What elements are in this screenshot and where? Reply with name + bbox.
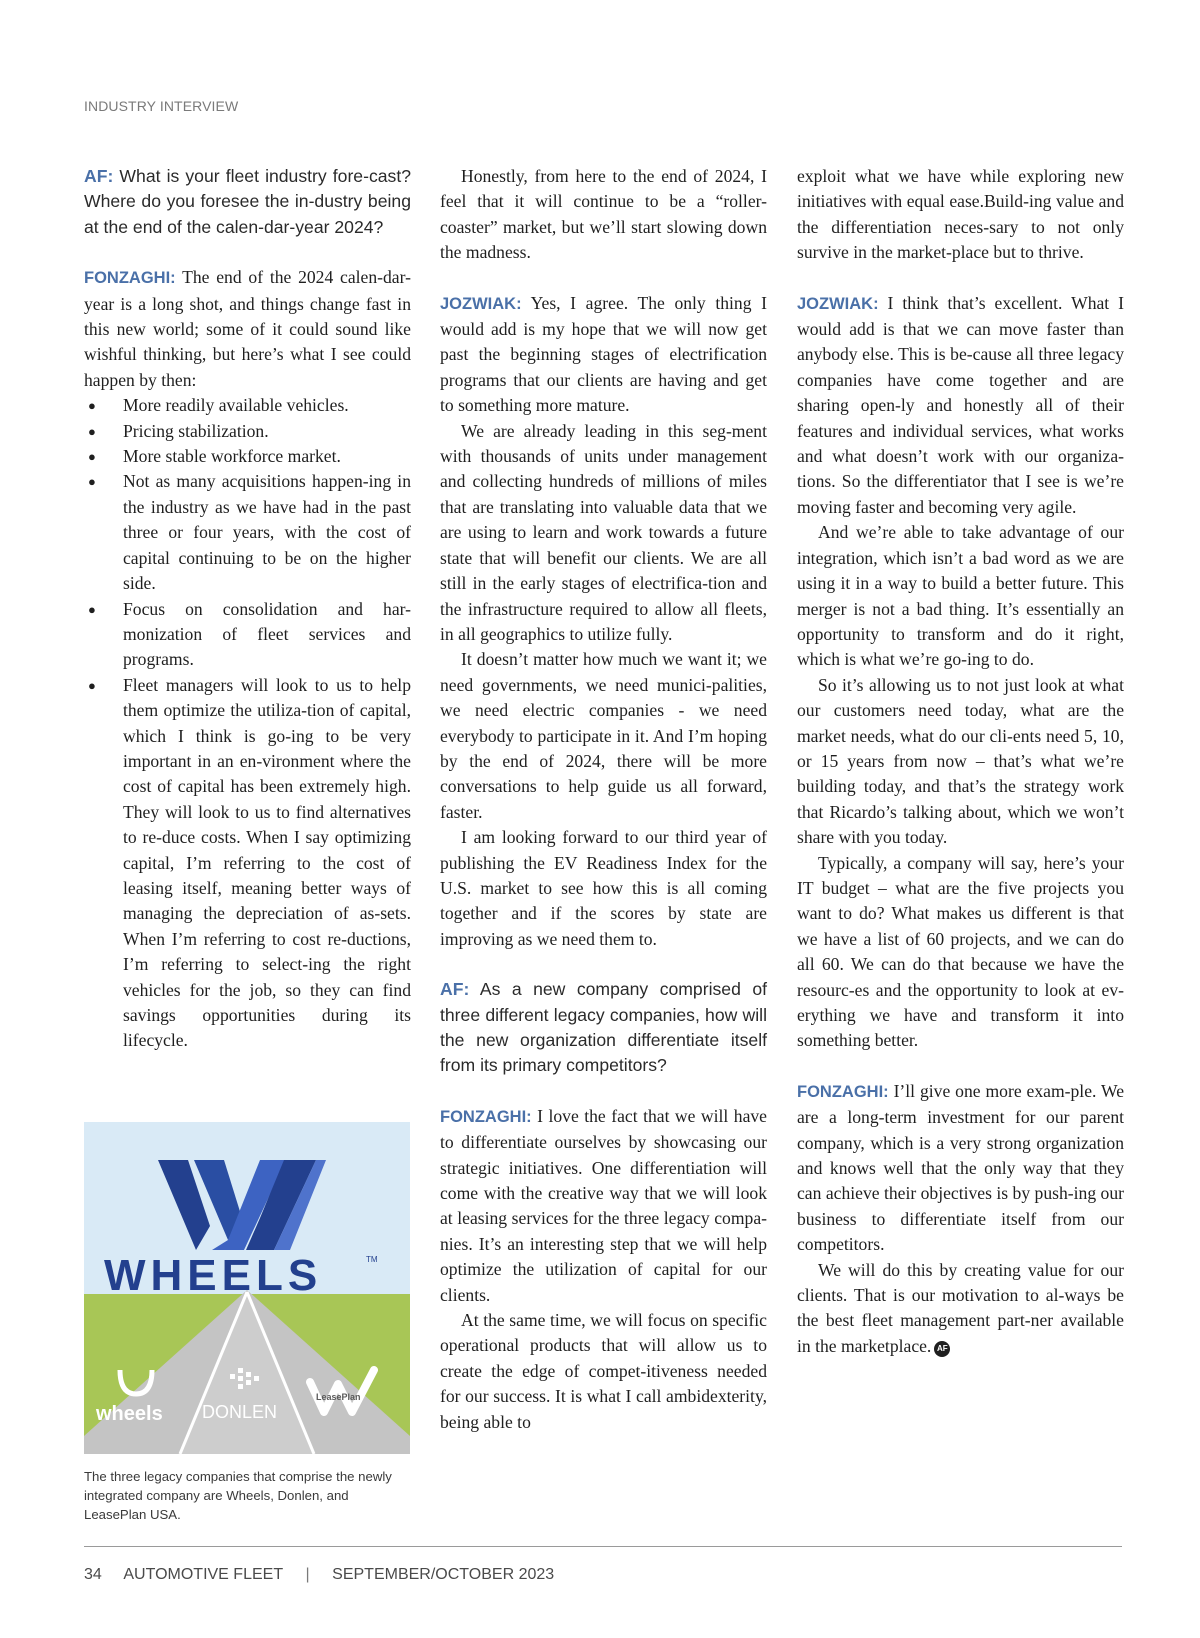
list-item [84, 673, 411, 1054]
wheels-logo-graphic [84, 1122, 410, 1454]
speaker-label: JOZWIAK: [797, 294, 879, 313]
question-2 [440, 977, 767, 1079]
answer-paragraph [440, 1104, 767, 1308]
body-paragraph: Honestly, from here to the end of 2024, I feel that it will continue to be a “roller-coaster” market, but we’ll start slowing down the madness. [440, 166, 767, 263]
answer-paragraph [440, 291, 767, 419]
question-text: As a new company comprised of three different legacy companies, how will the new organization differentiate itself from its primary competitors? [440, 979, 767, 1076]
body-paragraph: I am looking forward to our third year of publishing the EV Readiness Index for the U.S. market to see how this is all coming together and if the scores by state are improving as we need them to. [440, 827, 767, 949]
footer-divider [84, 1546, 1122, 1547]
bullet-list [84, 393, 411, 1054]
bullet-icon: ● [88, 423, 96, 439]
trademark: TM [366, 1255, 378, 1264]
bullet-icon: ● [88, 601, 96, 617]
body-paragraph: So it’s allowing us to not just look at what our customers need today, what are the market needs, what do our cli-ents need 5, 10, or 15 years from now – that’s what we’re building today, and that’s the strategy work that Ricardo’s talking about, which we won’t share with you today. [797, 674, 1124, 848]
answer-paragraph [797, 291, 1124, 521]
list-item [84, 444, 411, 469]
speaker-label: AF: [440, 979, 470, 1000]
answer-text: I love the fact that we will have to differentiate ourselves by showcasing our strategic initiatives. One differentiation will come with the creative way that we will look at leasing services for the three legacy compa-nies. It’s an interesting step that we will help optimize the utilization of capital for our clients. [440, 1105, 767, 1305]
issue-date: SEPTEMBER/OCTOBER 2023 [332, 1566, 555, 1583]
list-item-text: Not as many acquisitions happen-ing in the industry as we have had in the past three or four years, with the cost of capital continuing to be on the higher side. [123, 471, 411, 594]
body-paragraph: And we’re able to take advantage of our integration, which isn’t a bad word as we are using it in a way to build a better future. This merger is not a bad thing. It’s essentially an opportunity to transform and do it right, which is what we’re go-ing to do. [797, 522, 1124, 670]
speaker-label: FONZAGHI: [797, 1082, 889, 1101]
list-item-text: Focus on consolidation and har-monization of fleet services and programs. [123, 598, 411, 670]
body-paragraph: exploit what we have while exploring new initiatives with equal ease.Build-ing value and the differentiation neces-sary to not only survive in the market-place but to thrive. [797, 166, 1124, 263]
answer-paragraph [797, 1079, 1124, 1258]
list-item [84, 597, 411, 673]
footer-separator: | [305, 1566, 310, 1583]
af-end-icon: AF [934, 1341, 950, 1357]
list-item-text: More readily available vehicles. [123, 395, 349, 416]
page-number: 34 [84, 1566, 102, 1583]
section-label: INDUSTRY INTERVIEW [84, 98, 239, 114]
speaker-label: FONZAGHI: [84, 269, 176, 288]
body-paragraph: Typically, a company will say, here’s your IT budget – what are the five projects you want to do? What makes us different is that we have a list of 60 projects, and we can do all 60. We can do that because we have the resourc-es and the opportunity to look at ev-erything we have and transform it into something better. [797, 852, 1124, 1051]
list-item-text: Fleet managers will look to us to help them optimize the utiliza-tion of capital, which I think is go-ing to be very important in an en-vironment where the cost of capital has been extremely high. They will look to us to find alternatives to re-duce costs. When I say optimizing capital, I’m referring to the cost of leasing itself, meaning better ways of managing the depreciation of as-sets. When I’m referring to cost re-ductions, I’m referring to select-ing the right vehicles for the job, so they can find savings opportunities during its lifecycle. [123, 674, 411, 1051]
speaker-label: FONZAGHI: [440, 1107, 532, 1126]
answer-text: Yes, I agree. The only thing I would add is my hope that we will now get past the beginning stages of electrification programs that our clients are having and get to something more mature. [440, 292, 767, 416]
body-paragraph [797, 1258, 1124, 1360]
publication-name: AUTOMOTIVE FLEET [123, 1566, 284, 1583]
answer-text: The end of the 2024 calen-dar-year is a long shot, and things change fast in this new world; some of it could sound like wishful thinking, but here’s what I see could happen by then: [84, 267, 411, 390]
answer-paragraph [84, 265, 411, 393]
bullet-icon: ● [88, 398, 96, 414]
bullet-icon: ● [88, 449, 96, 465]
list-item [84, 419, 411, 444]
bullet-icon: ● [88, 677, 96, 693]
wheels-merger-photo [84, 1122, 410, 1454]
wheels-wordmark: WHEELS [104, 1251, 323, 1300]
column-3 [797, 164, 1124, 1359]
photo-caption: The three legacy companies that comprise the newly integrated company are Wheels, Donlen, and LeasePlan USA. [84, 1469, 392, 1522]
speaker-label: AF: [84, 166, 114, 186]
page-footer [84, 1566, 572, 1584]
answer-text: I’ll give one more exam-ple. We are a long-term investment for our parent company, which is a very strong organization and knows well that the only way that they can achieve their objectives is by push-ing our business to differentiate itself from our competitors. [797, 1080, 1124, 1255]
column-1 [84, 164, 411, 1054]
list-item-text: Pricing stabilization. [123, 420, 269, 441]
list-item-text: More stable workforce market. [123, 446, 341, 467]
svg-text:DONLEN: DONLEN [202, 1402, 278, 1422]
column-2 [440, 164, 767, 1435]
svg-text:wheels: wheels [96, 1403, 163, 1425]
answer-text: I think that’s excellent. What I would add is that we can move faster than anybody else. This is be-cause all three legacy companies have come together and are sharing open-ly and honestly all of their features and individual services, what works and what doesn’t work with our organiza-tions. So the differentiator that I see is we’re moving faster and becoming very agile. [797, 292, 1125, 517]
question-text: What is your fleet industry fore-cast? Where do you foresee the in-dustry being at the end of the calen-dar-year 2024? [84, 166, 411, 237]
question-1 [84, 164, 411, 240]
body-paragraph: It doesn’t matter how much we want it; we need governments, we need munici-palities, we need electric companies - we need everybody to participate in it. And I’m hoping by the end of 2024, there will be more conversations to help guide us all forward, faster. [440, 649, 767, 822]
bullet-icon: ● [88, 474, 96, 490]
list-item [84, 393, 411, 418]
body-paragraph: We are already leading in this seg-ment with thousands of units under management and collecting hundreds of millions of miles that are translating into valuable data that we are using to learn and work towards a future state that will benefit our clients. We are all still in the early stages of electrifica-tion and the infrastructure required to allow all fleets, in all geographics to utilize fully. [440, 420, 767, 644]
svg-text:LeasePlan: LeasePlan [316, 1392, 361, 1402]
closing-text: We will do this by creating value for our clients. That is our motivation to al-ways be the best fleet management part-ner available in the marketplace. [797, 1259, 1124, 1356]
speaker-label: JOZWIAK: [440, 294, 522, 313]
body-paragraph: At the same time, we will focus on specific operational products that will allow us to create the edge of compet-itiveness needed for our success. It is what I call ambidexterity, being able to [440, 1310, 767, 1432]
list-item [84, 469, 411, 596]
